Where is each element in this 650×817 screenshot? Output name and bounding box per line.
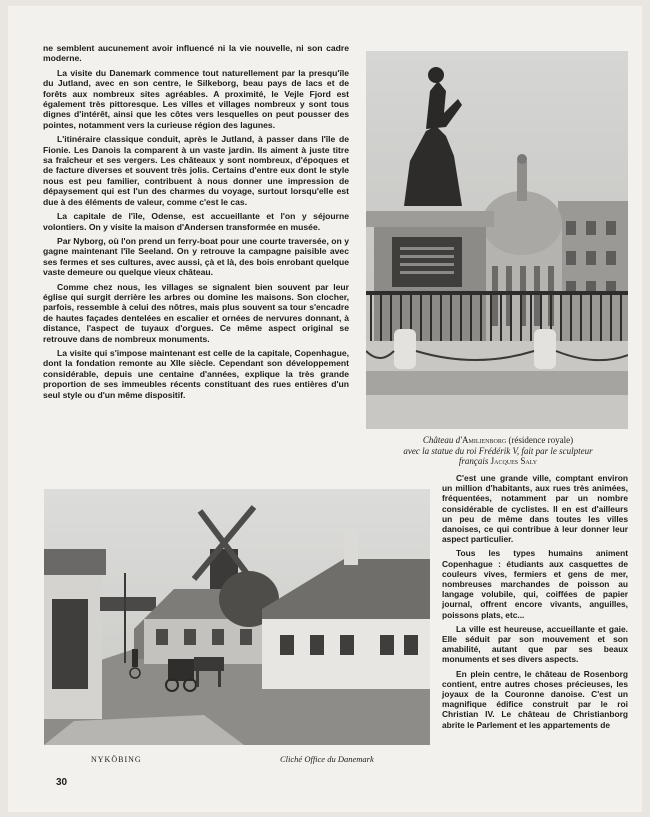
caption-text: avec la statue du roi Frédérik V, fait par le sculpteur [403, 445, 593, 456]
right-text-column [442, 473, 628, 734]
paragraph: ne semblent aucunement avoir influencé ni la vie nouvelle, ni son cadre moderne. [43, 43, 349, 64]
caption-nykobing: NYKÖBING [91, 755, 142, 764]
paragraph: En plein centre, le château de Rosenborg contient, entre autres choses précieuses, les joyaux de la Couronne danoise. C'est un magnifique édifice construit par le roi Christian IV. Le château de Christianborg abrite le Parlement et les appartements de [442, 668, 628, 730]
paragraph: La visite du Danemark commence tout naturellement par la presqu'île du Jutland, avec en son centre, le Silkeborg, beau pays de lacs et de forêts aux nombreux sites agréables. A proximité, le Vejle Fjord est également très pittoresque. Les villes et villages nombreux y sont tous dignes d'intérêt, ainsi que les côtes vers lesquelles on peut pousser des pointes, notamment vers la curieuse région des lagunes. [43, 67, 349, 130]
paragraph: Comme chez nous, les villages se signalent bien souvent par leur église qui surgit derrière les arbres ou domine les maisons. Son clocher, parfois, ressemble à celui des nôtres, mais plus souvent sa tour s'encadre de hautes façades dentelées en escalier et ornées de nervures donnant, à distance, l'aspect de tuyaux d'orgues. Ce même aspect original se retrouve dans de nombreux monuments. [43, 281, 349, 344]
caption-name: Amilienborg [462, 435, 507, 445]
paragraph: La visite qui s'impose maintenant est celle de la capitale, Copenhague, dont la fondation remonte au XIIe siècle. Cependant son développement considérable, depuis une centaine d'années, explique la très grande proportion de ses immeubles récents constituant des rues entières d'un seul style ou d'un même dispositif. [43, 347, 349, 400]
caption-amalienborg [367, 435, 629, 467]
paragraph: C'est une grande ville, comptant environ un million d'habitants, aux rues très animées, fréquentées, notamment par un nombre considérable de cyclistes. Il en est d'ailleurs un peu de même dans toutes les villes danoises, ce qui contribue à leur donner leur aspect particulier. [442, 473, 628, 545]
paragraph: Tous les types humains animent Copenhague : étudiants aux casquettes de couleurs vives, fermiers et gens de mer, nombreuses marchandes de poisson au langage volubile, qui, coiffées de papier journal, offrent encore vivants, anguilles, poissons plats, etc... [442, 548, 628, 620]
photo-credit: Cliché Office du Danemark [280, 754, 374, 764]
caption-text: français [458, 456, 491, 466]
left-text-column [43, 43, 349, 404]
caption-text: (résidence royale) [506, 435, 574, 445]
paragraph: La ville est heureuse, accueillante et gaie. Elle séduit par son mouvement et son amabilité, autant que par ses beaux monuments et ses divers aspects. [442, 623, 628, 665]
photo-amalienborg [366, 51, 628, 429]
paragraph: Par Nyborg, où l'on prend un ferry-boat pour une courte traversée, on y gagne maintenant l'île Seeland. On y retrouve la campagne paisible avec ses fermes et ses cultures, avec aussi, çà et là, des bois enrobant quelque vaste demeure ou quelque vieux château. [43, 235, 349, 278]
paragraph: L'itinéraire classique conduit, après le Jutland, à passer dans l'île de Fionie. Les Danois la comparent à un vaste jardin. Ils aiment à juste titre sa fraîcheur et ses vergers. Les châteaux y sont nombreux, d'époques et de facture diverses et souvent très jolis. Certains d'entre eux dont le style nous est peu familier, contribuent à nous donner une impression de dépaysement qui est l'un des charmes du voyage, surtout lorsqu'elle est due à des éléments de valeur, comme c'est le cas. [43, 134, 349, 207]
paragraph: La capitale de l'île, Odense, est accueillante et l'on y séjourne volontiers. On y visite la maison d'Andersen transformée en musée. [43, 211, 349, 232]
page-number: 30 [56, 777, 68, 788]
caption-name: Jacques Saly [490, 456, 538, 466]
photo-nykobing [44, 489, 430, 745]
caption-text: Château d' [422, 435, 463, 445]
